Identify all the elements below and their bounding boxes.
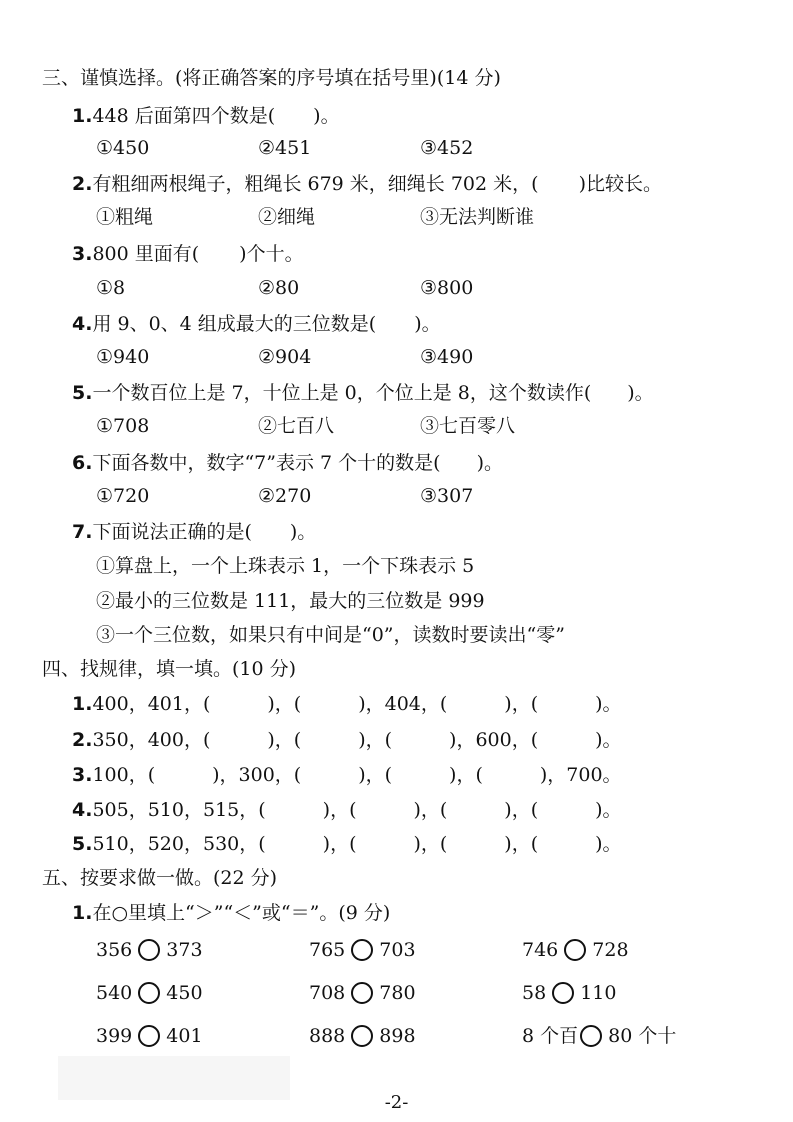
pattern-text[interactable]: 100，( )，300，( )，( )，( )，700。 — [92, 764, 622, 786]
comparison — [96, 1024, 203, 1048]
question-text: 用 9、0、4 组成最大的三位数是( — [92, 313, 377, 335]
option: ②451 — [258, 137, 312, 159]
compare-right: 703 — [379, 939, 416, 961]
comparison — [522, 938, 629, 962]
compare-right: 401 — [166, 1025, 203, 1047]
compare-left: 399 — [96, 1025, 133, 1047]
compare-right: 898 — [379, 1025, 416, 1047]
option: ②细绳 — [258, 206, 316, 228]
option: ②最小的三位数是 111，最大的三位数是 999 — [96, 590, 485, 612]
option: ②904 — [258, 346, 312, 368]
question-tail: )。 — [414, 313, 441, 335]
compare-circle[interactable] — [138, 939, 160, 961]
option: ①8 — [96, 277, 126, 299]
compare-right: 780 — [379, 982, 416, 1004]
section-5-sub-1 — [72, 901, 390, 925]
question-number: 1. — [72, 902, 93, 924]
compare-left: 765 — [309, 939, 346, 961]
question-number: 3. — [72, 764, 93, 786]
question-1 — [72, 104, 340, 128]
compare-left: 708 — [309, 982, 346, 1004]
question-text: 800 里面有( — [92, 243, 200, 265]
comparison — [96, 938, 203, 962]
question-number: 1. — [72, 693, 93, 715]
comparison — [522, 981, 616, 1005]
option: ③800 — [420, 277, 474, 299]
question-text: 一个数百位上是 7，十位上是 0，个位上是 8，这个数读作( — [92, 382, 592, 404]
compare-right: 728 — [592, 939, 629, 961]
pattern-text[interactable]: 505，510，515，( )，( )，( )，( )。 — [92, 799, 622, 821]
compare-left: 356 — [96, 939, 133, 961]
option: ③无法判断谁 — [420, 206, 535, 228]
option: ①450 — [96, 137, 150, 159]
question-tail: )。 — [313, 105, 340, 127]
question-text: 有粗细两根绳子，粗绳长 679 米，细绳长 702 米，( — [92, 173, 539, 195]
question-number: 5. — [72, 833, 93, 855]
option: ③490 — [420, 346, 474, 368]
question-number: 4. — [72, 313, 93, 335]
section-5-title: 五、按要求做一做。(22 分) — [42, 867, 278, 889]
pattern-text[interactable]: 350，400，( )，( )，( )，600，( )。 — [92, 729, 622, 751]
option: ②七百八 — [258, 415, 335, 437]
compare-left: 746 — [522, 939, 559, 961]
compare-left: 540 — [96, 982, 133, 1004]
comparison — [96, 981, 203, 1005]
compare-circle[interactable] — [580, 1025, 602, 1047]
compare-circle[interactable] — [138, 1025, 160, 1047]
question-text: 下面说法正确的是( — [92, 521, 252, 543]
question-number: 2. — [72, 729, 93, 751]
compare-right: 80 个十 — [608, 1025, 677, 1047]
page-number: -2- — [384, 1092, 409, 1113]
compare-circle[interactable] — [351, 1025, 373, 1047]
comparison — [309, 981, 416, 1005]
compare-right: 373 — [166, 939, 203, 961]
section-4-title: 四、找规律，填一填。(10 分) — [42, 658, 297, 680]
comparison — [309, 938, 416, 962]
question-tail: )比较长。 — [578, 173, 662, 195]
question-4 — [72, 312, 441, 336]
question-6 — [72, 451, 503, 475]
compare-left: 888 — [309, 1025, 346, 1047]
compare-circle[interactable] — [351, 982, 373, 1004]
question-text: 下面各数中，数字“7”表示 7 个十的数是( — [92, 452, 441, 474]
question-5 — [72, 381, 654, 405]
option: ③七百零八 — [420, 415, 516, 437]
option: ③一个三位数，如果只有中间是“0”，读数时要读出“零” — [96, 624, 565, 646]
compare-circle[interactable] — [564, 939, 586, 961]
question-number: 2. — [72, 173, 93, 195]
option: ①粗绳 — [96, 206, 154, 228]
compare-circle[interactable] — [351, 939, 373, 961]
option: ②270 — [258, 485, 312, 507]
option: ①940 — [96, 346, 150, 368]
pattern-text[interactable]: 510，520，530，( )，( )，( )，( )。 — [92, 833, 622, 855]
question-number: 5. — [72, 382, 93, 404]
question-tail: )。 — [289, 521, 317, 543]
option: ①720 — [96, 485, 150, 507]
pattern-row-5 — [72, 832, 622, 856]
question-number: 3. — [72, 243, 93, 265]
option: ③307 — [420, 485, 474, 507]
question-3 — [72, 242, 304, 266]
compare-left: 8 个百 — [522, 1025, 579, 1047]
question-tail: )个十。 — [239, 243, 304, 265]
question-tail: )。 — [476, 452, 503, 474]
compare-circle[interactable] — [552, 982, 574, 1004]
pattern-row-3 — [72, 763, 622, 787]
option: ②80 — [258, 277, 300, 299]
question-text: 在○里填上“＞”“＜”或“＝”。(9 分) — [92, 902, 391, 924]
pattern-row-2 — [72, 728, 622, 752]
pattern-text[interactable]: 400，401，( )，( )，404，( )，( )。 — [92, 693, 622, 715]
section-3-title: 三、谨慎选择。(将正确答案的序号填在括号里)(14 分) — [42, 67, 501, 89]
option: ①算盘上，一个上珠表示 1，一个下珠表示 5 — [96, 555, 475, 577]
question-number: 4. — [72, 799, 93, 821]
compare-left: 58 — [522, 982, 547, 1004]
question-tail: )。 — [627, 382, 654, 404]
question-number: 1. — [72, 105, 93, 127]
comparison — [309, 1024, 416, 1048]
question-number: 7. — [72, 521, 93, 543]
option: ③452 — [420, 137, 474, 159]
pattern-row-4 — [72, 798, 622, 822]
compare-right: 450 — [166, 982, 203, 1004]
compare-circle[interactable] — [138, 982, 160, 1004]
option: ①708 — [96, 415, 150, 437]
question-number: 6. — [72, 452, 93, 474]
compare-right: 110 — [580, 982, 617, 1004]
comparison — [522, 1024, 676, 1048]
question-text: 448 后面第四个数是( — [92, 105, 276, 127]
pattern-row-1 — [72, 692, 622, 716]
question-2 — [72, 172, 662, 196]
question-7 — [72, 520, 316, 544]
